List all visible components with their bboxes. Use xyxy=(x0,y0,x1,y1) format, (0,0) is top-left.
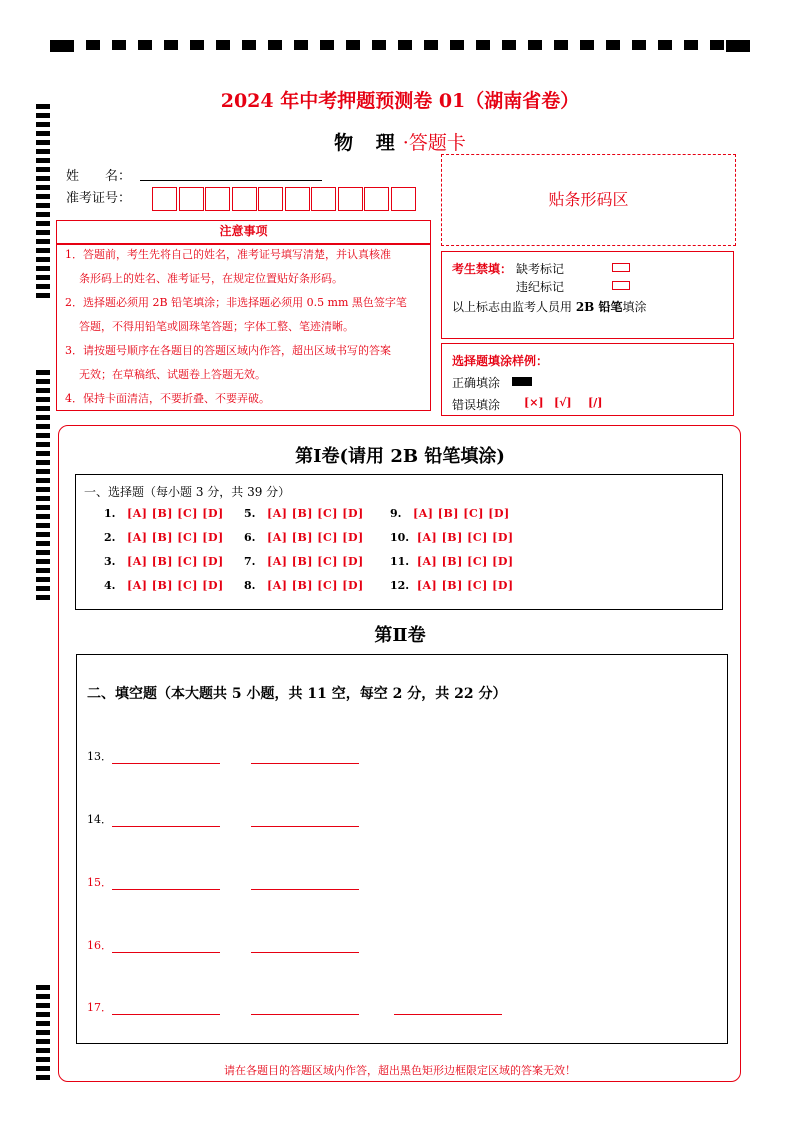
filled-mark-sample xyxy=(512,377,532,386)
answer-blank[interactable] xyxy=(394,1013,502,1015)
q-number: 4. xyxy=(104,579,116,592)
q-number: 2. xyxy=(104,531,116,544)
part1-heading: 第Ⅰ卷(请用 2B 铅笔填涂) xyxy=(295,446,505,467)
notice-box xyxy=(56,244,431,411)
forbidden-box xyxy=(441,251,734,339)
fill-section-title: 二、填空题（本大题共 5 小题，共 11 空，每空 2 分，共 22 分） xyxy=(87,686,507,702)
mcq-row[interactable] xyxy=(104,507,224,520)
answer-blank[interactable] xyxy=(251,762,359,764)
id-label: 准考证号： xyxy=(66,191,132,206)
q-number: 9. xyxy=(390,507,402,520)
forbidden-note-bold: 2B 铅笔 xyxy=(575,300,623,314)
forbidden-note-text: 以上标志由监考人员用 xyxy=(452,300,576,314)
notice-item: 条形码上的姓名、准考证号，在规定位置贴好条形码。 xyxy=(79,272,343,285)
mcq-section-title: 一、选择题（每小题 3 分，共 39 分） xyxy=(84,485,291,499)
name-label: 姓 名： xyxy=(66,169,132,184)
id-digit-box[interactable] xyxy=(338,187,363,211)
q-number: 15． xyxy=(87,876,112,889)
id-digit-box[interactable] xyxy=(258,187,283,211)
q-options[interactable]: [A] [B] [C] [D] xyxy=(416,579,514,592)
mcq-row[interactable] xyxy=(390,555,514,568)
mcq-row[interactable] xyxy=(244,579,364,592)
mcq-row[interactable] xyxy=(244,507,364,520)
id-digit-box[interactable] xyxy=(391,187,416,211)
part2-heading: 第Ⅱ卷 xyxy=(374,625,426,646)
q-options[interactable]: [A] [B] [C] [D] xyxy=(266,555,364,568)
mcq-row[interactable] xyxy=(390,507,510,520)
q-number: 3. xyxy=(104,555,116,568)
notice-item: 1．答题前，考生先将自己的姓名，准考证号填写清楚，并认真核准 xyxy=(65,248,391,261)
q-number: 12. xyxy=(390,579,410,592)
sheet-label: ·答题卡 xyxy=(402,132,466,154)
answer-blank[interactable] xyxy=(112,762,220,764)
sample-heading: 选择题填涂样例： xyxy=(452,354,549,368)
mcq-section xyxy=(75,474,723,610)
q-options[interactable]: [A] [B] [C] [D] xyxy=(126,531,224,544)
violation-mark-box[interactable] xyxy=(612,281,630,290)
q-number: 5. xyxy=(244,507,256,520)
id-digit-box[interactable] xyxy=(285,187,310,211)
blank-row-16 xyxy=(87,937,359,953)
notice-heading: 注意事项 xyxy=(219,224,268,238)
barcode-label: 贴条形码区 xyxy=(548,190,629,209)
blank-row-14 xyxy=(87,811,359,827)
forbidden-label: 考生禁填： xyxy=(452,262,513,276)
q-number: 1. xyxy=(104,507,116,520)
notice-item: 无效；在草稿纸、试题卷上答题无效。 xyxy=(79,368,266,381)
subject-title xyxy=(0,128,800,155)
id-digit-box[interactable] xyxy=(179,187,204,211)
q-number: 8. xyxy=(244,579,256,592)
answer-blank[interactable] xyxy=(112,825,220,827)
q-options[interactable]: [A] [B] [C] [D] xyxy=(416,555,514,568)
answer-blank[interactable] xyxy=(112,951,220,953)
wrong-mark-2: [√] xyxy=(554,396,572,409)
mcq-row[interactable] xyxy=(390,531,514,544)
blank-row-13 xyxy=(87,748,359,764)
exam-title: 2024 年中考押题预测卷 01（湖南省卷） xyxy=(220,90,580,112)
notice-item: 3．请按题号顺序在各题目的答题区域内作答，超出区域书写的答案 xyxy=(65,344,391,357)
blank-row-15 xyxy=(87,874,359,890)
notice-item: 4．保持卡面清洁，不要折叠、不要弄破。 xyxy=(65,392,270,405)
exam-id-boxes[interactable] xyxy=(152,187,417,211)
answer-blank[interactable] xyxy=(112,888,220,890)
footer-note: 请在各题目的答题区域内作答，超出黑色矩形边框限定区域的答案无效！ xyxy=(224,1064,576,1077)
wrong-mark-3: [/] xyxy=(588,396,603,409)
q-number: 6. xyxy=(244,531,256,544)
q-number: 7. xyxy=(244,555,256,568)
mcq-row[interactable] xyxy=(244,555,364,568)
subject-name: 物 理 xyxy=(334,132,403,154)
id-digit-box[interactable] xyxy=(205,187,230,211)
barcode-area xyxy=(441,154,736,246)
q-options[interactable]: [A] [B] [C] [D] xyxy=(266,579,364,592)
fill-blank-section xyxy=(76,654,728,1044)
sample-box xyxy=(441,343,734,416)
answer-blank[interactable] xyxy=(112,1013,220,1015)
notice-item: 答题，不得用铅笔或圆珠笔答题；字体工整、笔迹清晰。 xyxy=(79,320,354,333)
notice-header-box xyxy=(56,220,431,244)
q-options[interactable]: [A] [B] [C] [D] xyxy=(266,531,364,544)
answer-blank[interactable] xyxy=(251,1013,359,1015)
wrong-mark-1: [×] xyxy=(524,396,544,409)
absent-mark-box[interactable] xyxy=(612,263,630,272)
mcq-row[interactable] xyxy=(390,579,514,592)
mcq-row[interactable] xyxy=(104,579,224,592)
q-number: 13． xyxy=(87,750,112,763)
q-options[interactable]: [A] [B] [C] [D] xyxy=(416,531,514,544)
answer-blank[interactable] xyxy=(251,888,359,890)
id-digit-box[interactable] xyxy=(311,187,336,211)
q-number: 11. xyxy=(390,555,410,568)
q-options[interactable]: [A] [B] [C] [D] xyxy=(126,555,224,568)
mcq-row[interactable] xyxy=(244,531,364,544)
id-digit-box[interactable] xyxy=(152,187,177,211)
absent-label: 缺考标记 xyxy=(516,262,565,276)
notice-item: 2．选择题必须用 2B 铅笔填涂；非选择题必须用 0.5 mm 黑色签字笔 xyxy=(65,296,407,309)
id-digit-box[interactable] xyxy=(364,187,389,211)
mcq-row[interactable] xyxy=(104,531,224,544)
q-number: 17． xyxy=(87,1001,112,1014)
sample-wrong-label: 错误填涂 xyxy=(452,398,501,412)
q-options[interactable]: [A] [B] [C] [D] xyxy=(266,507,364,520)
mcq-row[interactable] xyxy=(104,555,224,568)
q-number: 16． xyxy=(87,939,112,952)
q-number: 10. xyxy=(390,531,410,544)
violation-label: 违纪标记 xyxy=(516,280,565,294)
forbidden-note xyxy=(452,298,647,315)
id-digit-box[interactable] xyxy=(232,187,257,211)
answer-blank[interactable] xyxy=(251,951,359,953)
q-options[interactable]: [A] [B] [C] [D] xyxy=(126,507,224,520)
q-number: 14． xyxy=(87,813,112,826)
answer-blank[interactable] xyxy=(251,825,359,827)
name-field[interactable] xyxy=(140,180,322,181)
q-options[interactable]: [A] [B] [C] [D] xyxy=(412,507,510,520)
sample-correct-label: 正确填涂 xyxy=(452,376,501,390)
q-options[interactable]: [A] [B] [C] [D] xyxy=(126,579,224,592)
blank-row-17 xyxy=(87,999,502,1015)
forbidden-note-tail: 填涂 xyxy=(622,300,647,314)
